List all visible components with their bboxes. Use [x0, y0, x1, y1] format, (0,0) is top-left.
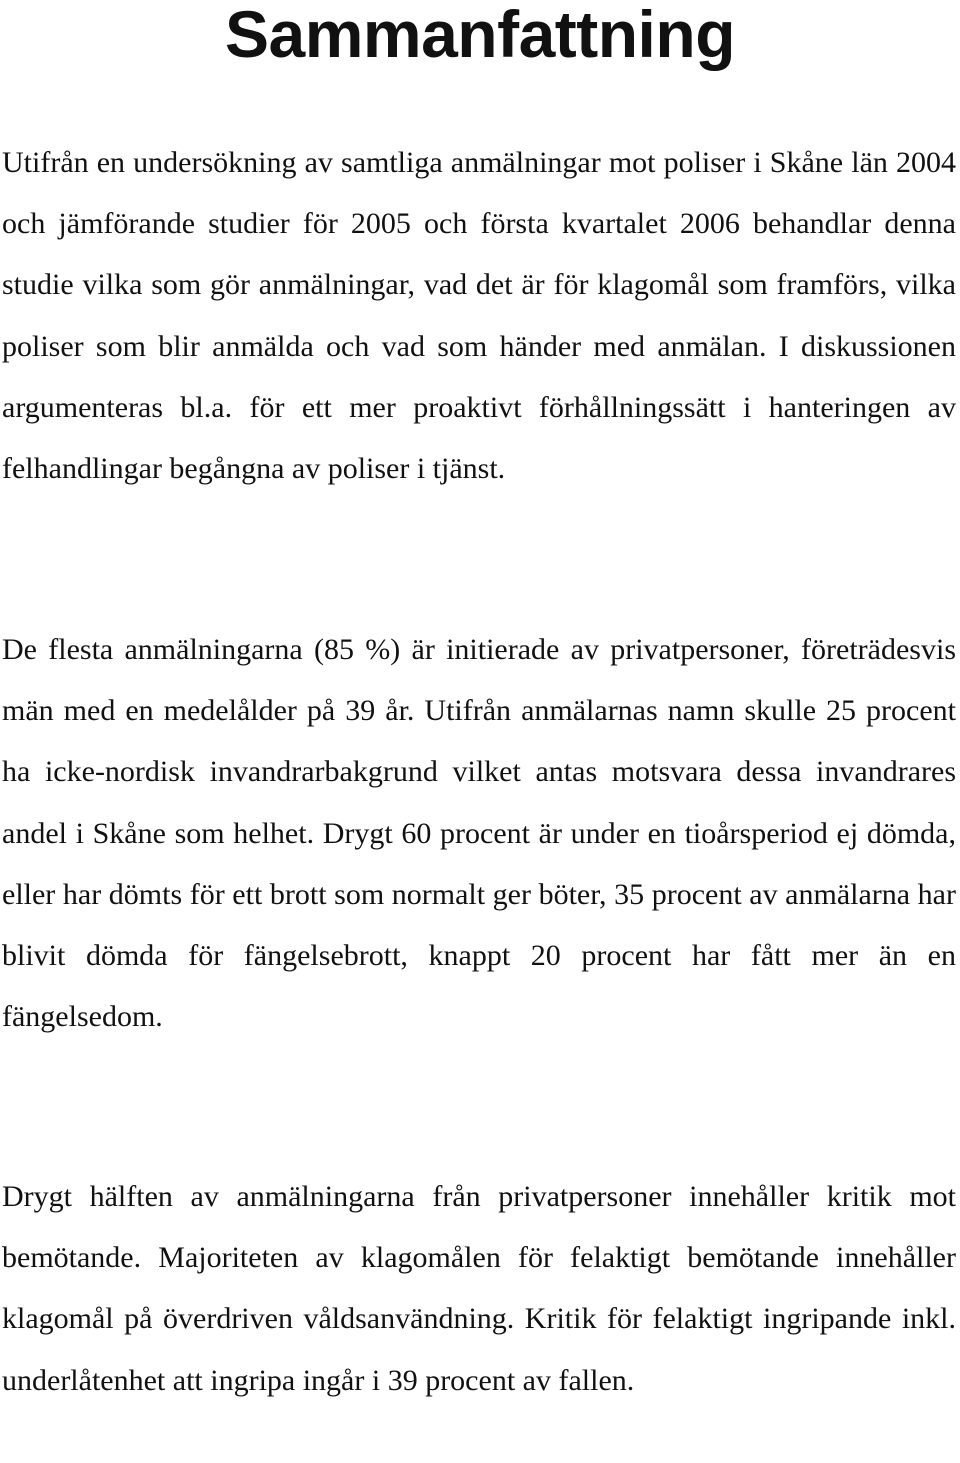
paragraph-intro: Utifrån en undersökning av samtliga anmälningar mot poliser i Skåne län 2004 och jämförande studier för 2005 och första kvartalet 2006 behandlar denna studie vilka som gör anmälningar, vad det är för klagomål som framförs, vilka poliser som blir anmälda och vad som händer med anmälan. I diskussionen argumenteras bl.a. för ett mer proaktivt förhållningssätt i hanteringen av felhandlingar begångna av poliser i tjänst. — [2, 146, 956, 486]
paragraph-complaints: Drygt hälften av anmälningarna från privatpersoner innehåller kritik mot bemötande. Majoriteten av klagomålen för felaktigt bemötande innehåller klagomål på överdriven våldsanvändning. Kritik för felaktigt ingripande inkl. underlåtenhet att ingripa ingår i 39 procent av fallen. — [2, 1180, 956, 1397]
page-title: Sammanfattning — [224, 0, 736, 71]
paragraph-reporters: De flesta anmälningarna (85 %) är initierade av privatpersoner, företrädesvis män med en medelålder på 39 år. Utifrån anmälarnas namn skulle 25 procent ha icke-nordisk invandrarbakgrund vilket antas motsvara dessa invandrares andel i Skåne som helhet. Drygt 60 procent är under en tioårsperiod ej dömda, eller har dömts för ett brott som normalt ger böter, 35 procent av anmälarna har blivit dömda för fängelsebrott, knappt 20 procent har fått mer än en fängelsedom. — [2, 633, 956, 1034]
